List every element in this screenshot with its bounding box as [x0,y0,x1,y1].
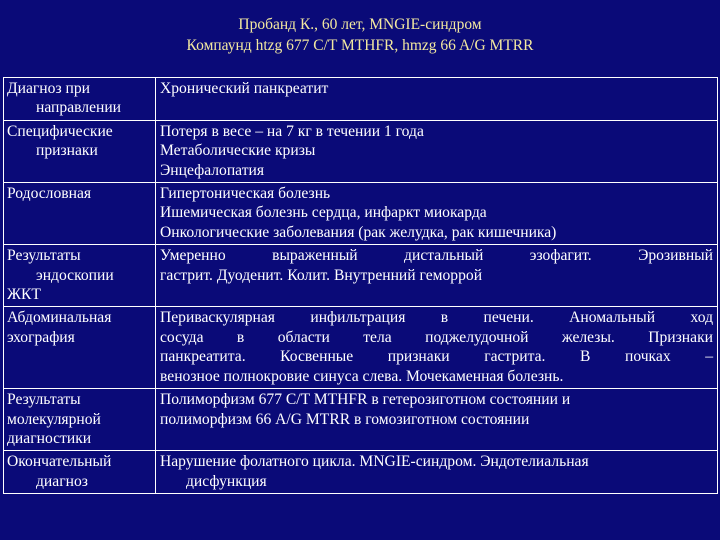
row-label: Родословная [4,183,156,245]
table-row-specific-signs [4,120,718,182]
row-content: Хронический панкреатит [156,78,718,121]
row-label: Результаты молекулярной диагностики [4,389,156,451]
row-content: Потеря в весе – на 7 кг в течении 1 года Метаболические кризы Энцефалопатия [156,120,718,182]
row-label: Абдоминальная эхография [4,307,156,389]
row-label: Диагноз при направлении [4,78,156,121]
row-label: Окончательный диагноз [4,451,156,494]
row-label: Результаты эндоскопии ЖКТ [4,245,156,307]
title-line-2: Компаунд htzg 677 C/T MTHFR, hmzg 66 A/G MTRR [186,37,534,54]
case-table [3,77,718,494]
title-line-1: Пробанд К., 60 лет, MNGIE-синдром [238,16,482,33]
table-row-final-diagnosis [4,451,718,494]
row-content: Полиморфизм 677 C/T MTHFR в гетерозиготном состоянии и полиморфизм 66 A/G MTRR в гомозиготном состоянии [156,389,718,451]
row-content: Умеренно выраженный дистальный эзофагит. Эрозивный гастрит. Дуоденит. Колит. Внутренний геморрой [156,245,718,307]
row-content: Нарушение фолатного цикла. MNGIE-синдром. Эндотелиальная дисфункция [156,451,718,494]
row-content: Гипертоническая болезнь Ишемическая болезнь сердца, инфаркт миокарда Онкологические заболевания (рак желудка, рак кишечника) [156,183,718,245]
table-row-pedigree [4,183,718,245]
table-row-molecular [4,389,718,451]
slide-title [0,14,720,56]
table-row-referral-diagnosis [4,78,718,121]
table-row-endoscopy [4,245,718,307]
row-label: Специфические признаки [4,120,156,182]
row-content: Периваскулярная инфильтрация в печени. Аномальный ход сосуда в области тела поджелудочной железы. Признаки панкреатита. Косвенные признаки гастрита. В почках – венозное полнокровие синуса слева. Мочекаменная болезнь. [156,307,718,389]
table-row-ultrasound [4,307,718,389]
